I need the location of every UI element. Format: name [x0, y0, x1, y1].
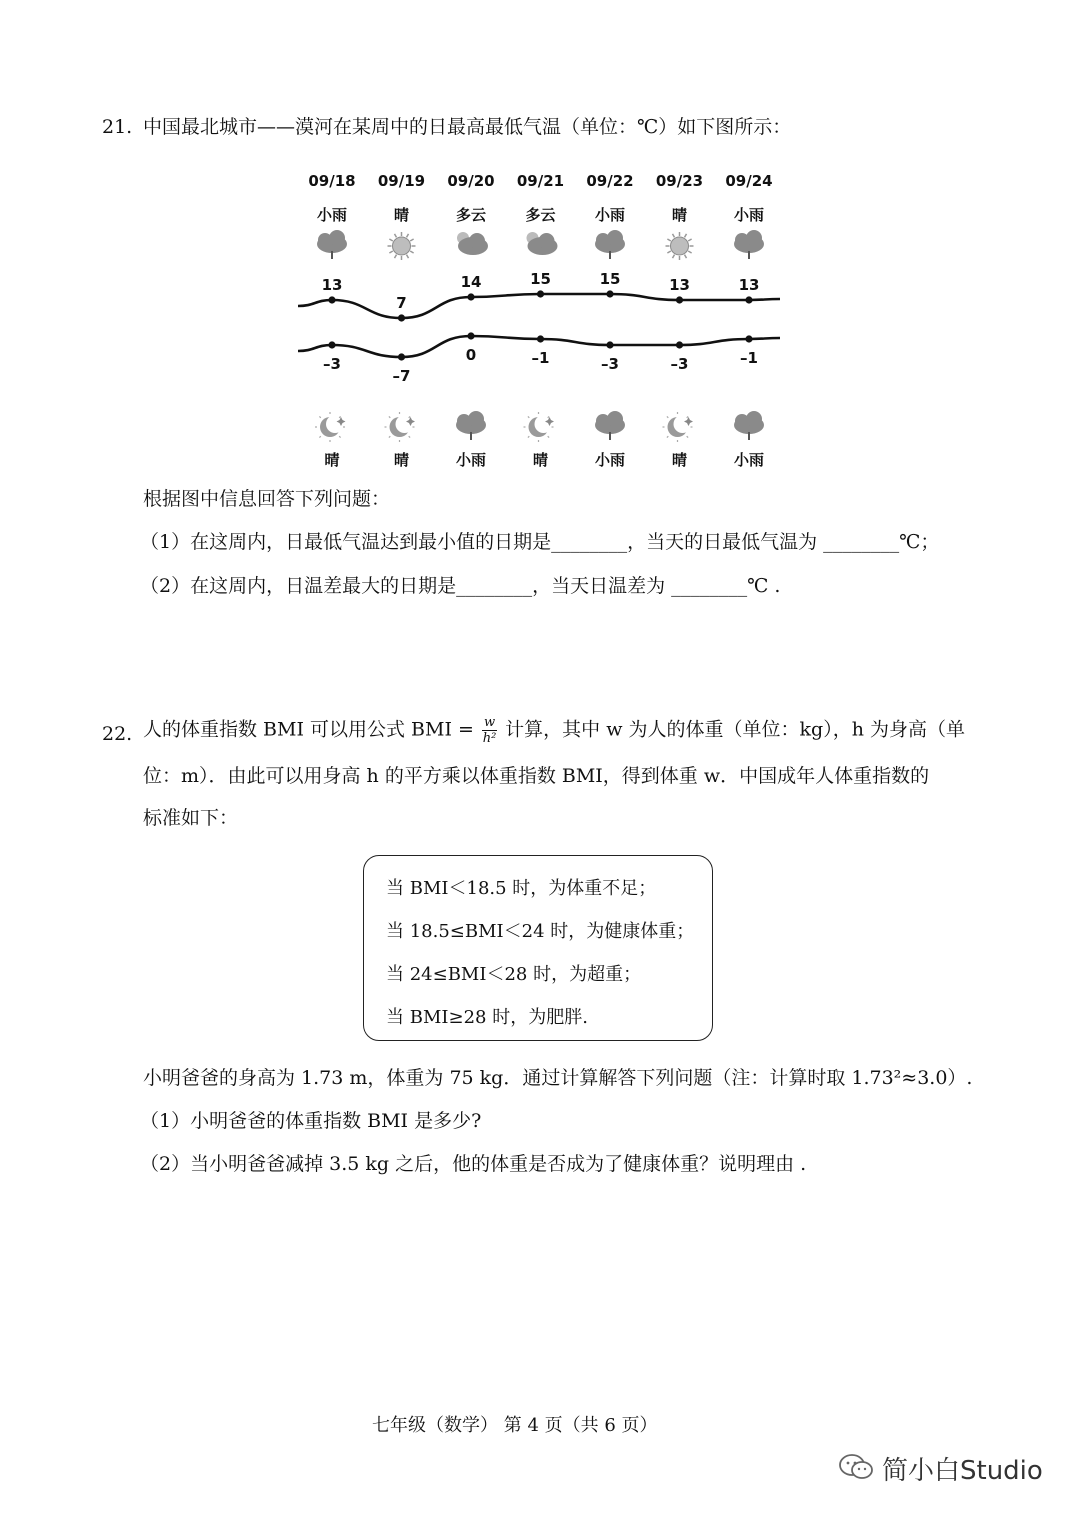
q21-sub2: （2）在这周内，日温差最大的日期是________，当天日温差为 ________℃ . [140, 575, 781, 597]
high-temp-label: 13 [669, 276, 690, 294]
low-temp-label: –1 [740, 349, 758, 367]
high-temp-label: 13 [321, 276, 343, 294]
high-temp-label: 13 [738, 276, 760, 294]
q22-line2: 位：m）．由此可以用身高 h 的平方乘以体重指数 BMI，得到体重 w．中国成年人体重指数的 [143, 765, 930, 787]
date-label: 09/20 [447, 172, 495, 190]
high-temp-point [398, 314, 405, 321]
date-label: 09/24 [725, 172, 773, 190]
weather-chart [290, 160, 790, 480]
q22-number: 22. [102, 723, 133, 745]
q22-sub1: （1）小明爸爸的体重指数 BMI 是多少? [140, 1110, 482, 1132]
day-weather-label: 晴 [671, 206, 688, 224]
low-temp-label: –3 [601, 355, 619, 373]
cloud-rain-icon [317, 230, 347, 259]
q22-line1-b: 计算，其中 w 为人的体重（单位：kg），h 为身高（单 [505, 718, 965, 741]
high-temp-point [537, 290, 544, 297]
bmi-standards-box [363, 855, 713, 1041]
cloud-rain-icon [595, 230, 625, 259]
high-temp-line [298, 294, 780, 318]
q21-sub1: （1）在这周内，日最低气温达到最小值的日期是________，当天的日最低气温为 ________℃； [140, 531, 940, 553]
watermark-text: 简小白Studio [882, 1456, 1043, 1486]
high-temp-label: 14 [460, 273, 482, 291]
cloud-rain-icon [595, 411, 625, 440]
high-temp-point [467, 293, 474, 300]
bmi-formula-fraction [482, 716, 497, 745]
bmi-standard-underweight: 当 BMI＜18.5 时，为体重不足； [386, 878, 657, 899]
high-temp-label: 15 [599, 270, 621, 288]
cloud-rain-icon [734, 411, 764, 440]
date-label: 09/22 [586, 172, 634, 190]
cloud-sun-icon [457, 232, 488, 255]
q22-sub2: （2）当小明爸爸减掉 3.5 kg 之后，他的体重是否成为了健康体重？说明理由 . [140, 1153, 807, 1175]
high-temp-point [745, 296, 752, 303]
date-label: 09/19 [377, 172, 426, 190]
bmi-standard-obese: 当 BMI≥28 时，为肥胖. [386, 1007, 588, 1028]
date-label: 09/21 [516, 172, 565, 190]
low-temp-point [537, 335, 544, 342]
sun-icon [388, 232, 416, 260]
day-weather-label: 晴 [393, 206, 410, 224]
bmi-standard-healthy: 当 18.5≤BMI＜24 时，为健康体重； [386, 921, 695, 942]
low-temp-point [328, 341, 335, 348]
moon-icon [385, 412, 416, 442]
high-temp-point [328, 296, 335, 303]
date-label: 09/18 [308, 172, 356, 190]
bmi-standard-overweight: 当 24≤BMI＜28 时，为超重； [386, 964, 642, 985]
cloud-rain-icon [734, 230, 764, 259]
low-temp-point [467, 332, 474, 339]
low-temp-point [398, 353, 405, 360]
day-weather-label: 小雨 [316, 206, 348, 224]
date-label: 09/23 [655, 172, 704, 190]
fraction-denominator: h² [482, 731, 497, 746]
day-weather-label: 小雨 [733, 206, 765, 224]
day-weather-label: 多云 [455, 206, 487, 224]
cloud-rain-icon [456, 411, 486, 440]
night-weather-label: 小雨 [455, 451, 487, 469]
q21-number: 21. [102, 116, 133, 138]
sun-icon [666, 232, 694, 260]
high-temp-point [676, 296, 683, 303]
q22-line1-a: 人的体重指数 BMI 可以用公式 BMI = [143, 718, 474, 741]
night-weather-label: 小雨 [594, 451, 626, 469]
watermark [838, 1450, 1043, 1487]
high-temp-label: 15 [530, 270, 551, 288]
page-footer: 七年级（数学） 第 4 页（共 6 页） [372, 1415, 658, 1436]
low-temp-point [606, 341, 613, 348]
night-weather-label: 小雨 [733, 451, 765, 469]
low-temp-point [745, 335, 752, 342]
night-weather-label: 晴 [532, 451, 549, 469]
moon-icon [315, 412, 346, 442]
wechat-icon [838, 1452, 874, 1486]
night-weather-label: 晴 [671, 451, 688, 469]
day-weather-label: 小雨 [594, 206, 626, 224]
night-weather-label: 晴 [324, 451, 340, 469]
high-temp-point [606, 290, 613, 297]
fraction-numerator: w [483, 715, 496, 730]
low-temp-label: –7 [392, 367, 411, 385]
moon-icon [524, 412, 555, 442]
low-temp-label: 0 [465, 346, 477, 364]
moon-icon [663, 412, 694, 442]
low-temp-label: –1 [531, 349, 550, 367]
night-weather-label: 晴 [393, 451, 410, 469]
q22-line1 [143, 716, 965, 745]
q22-info: 小明爸爸的身高为 1.73 m，体重为 75 kg．通过计算解答下列问题（注：计算时取 1.73²≈3.0）. [143, 1067, 973, 1089]
high-temp-label: 7 [396, 294, 407, 312]
cloud-sun-icon [527, 232, 558, 255]
low-temp-point [676, 341, 683, 348]
low-temp-label: –3 [670, 355, 689, 373]
q21-prompt: 根据图中信息回答下列问题： [143, 488, 391, 510]
low-temp-label: –3 [323, 355, 341, 373]
q21-stem: 中国最北城市——漠河在某周中的日最高最低气温（单位：℃）如下图所示： [143, 116, 792, 138]
day-weather-label: 多云 [525, 206, 556, 224]
q22-line3: 标准如下： [143, 807, 239, 829]
